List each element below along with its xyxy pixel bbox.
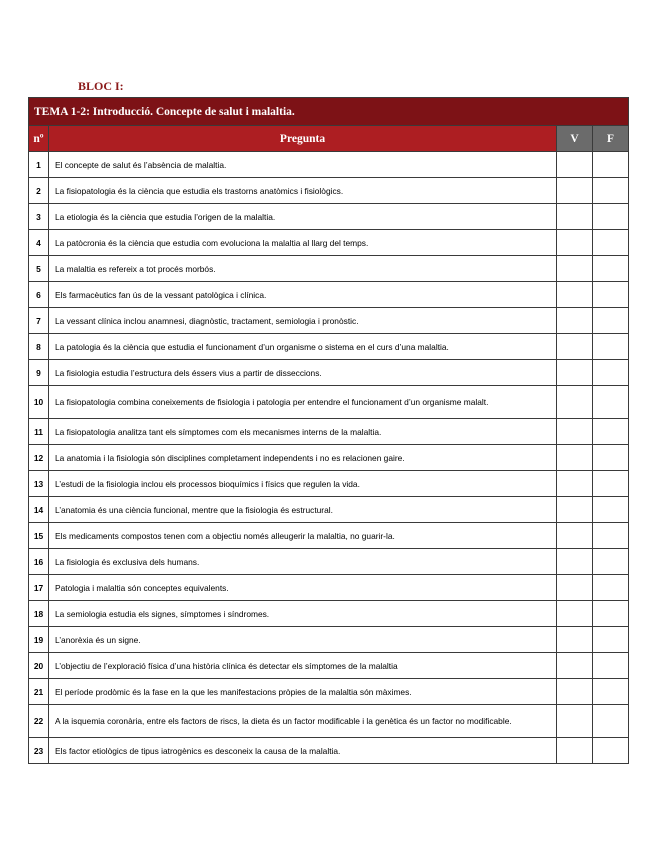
answer-cell-true[interactable]: [557, 386, 593, 419]
table-row: [29, 419, 629, 445]
table-row: [29, 601, 629, 627]
answer-cell-false[interactable]: [593, 308, 629, 334]
question-text: La patologia és la ciència que estudia el funcionament d’un organisme o sistema en el curs d’una malaltia.: [49, 334, 557, 360]
answer-cell-false[interactable]: [593, 419, 629, 445]
question-text: La semiologia estudia els signes, símptomes i síndromes.: [49, 601, 557, 627]
answer-cell-false[interactable]: [593, 360, 629, 386]
table-row: [29, 523, 629, 549]
question-text: La fisiologia estudia l’estructura dels éssers vius a partir de disseccions.: [49, 360, 557, 386]
answer-cell-false[interactable]: [593, 679, 629, 705]
table-row: [29, 152, 629, 178]
question-number: 4: [29, 230, 49, 256]
question-number: 9: [29, 360, 49, 386]
question-number: 6: [29, 282, 49, 308]
question-text: La fisiopatologia és la ciència que estudia els trastorns anatòmics i fisiològics.: [49, 178, 557, 204]
answer-cell-false[interactable]: [593, 523, 629, 549]
question-text: El concepte de salut és l’absència de malaltia.: [49, 152, 557, 178]
question-number: 22: [29, 705, 49, 738]
answer-cell-true[interactable]: [557, 204, 593, 230]
question-number: 11: [29, 419, 49, 445]
question-text: L’objectiu de l’exploració física d’una història clínica és detectar els símptomes de la malaltia: [49, 653, 557, 679]
question-text: La fisiopatologia analitza tant els símptomes com els mecanismes interns de la malaltia.: [49, 419, 557, 445]
questions-table: [28, 97, 629, 764]
answer-cell-false[interactable]: [593, 204, 629, 230]
question-number: 19: [29, 627, 49, 653]
question-number: 5: [29, 256, 49, 282]
question-number: 7: [29, 308, 49, 334]
answer-cell-false[interactable]: [593, 334, 629, 360]
answer-cell-false[interactable]: [593, 386, 629, 419]
question-number: 2: [29, 178, 49, 204]
question-number: 3: [29, 204, 49, 230]
answer-cell-false[interactable]: [593, 549, 629, 575]
table-row: [29, 178, 629, 204]
table-row: [29, 471, 629, 497]
answer-cell-true[interactable]: [557, 497, 593, 523]
answer-cell-true[interactable]: [557, 523, 593, 549]
question-rows: [29, 152, 629, 764]
question-text: L’anorèxia és un signe.: [49, 627, 557, 653]
table-row: [29, 679, 629, 705]
table-row: [29, 549, 629, 575]
question-text: El període prodòmic és la fase en la que les manifestacions pròpies de la malaltia són màximes.: [49, 679, 557, 705]
question-number: 18: [29, 601, 49, 627]
question-number: 17: [29, 575, 49, 601]
answer-cell-true[interactable]: [557, 575, 593, 601]
question-text: La patòcronia és la ciència que estudia com evoluciona la malaltia al llarg del temps.: [49, 230, 557, 256]
table-row: [29, 386, 629, 419]
question-text: La malaltia es refereix a tot procés morbós.: [49, 256, 557, 282]
answer-cell-false[interactable]: [593, 705, 629, 738]
answer-cell-true[interactable]: [557, 679, 593, 705]
question-number: 8: [29, 334, 49, 360]
answer-cell-true[interactable]: [557, 152, 593, 178]
table-row: [29, 738, 629, 764]
answer-cell-true[interactable]: [557, 178, 593, 204]
answer-cell-false[interactable]: [593, 471, 629, 497]
bloc-heading: BLOC I:: [78, 79, 124, 93]
question-number: 12: [29, 445, 49, 471]
answer-cell-true[interactable]: [557, 334, 593, 360]
question-text: A la isquemia coronària, entre els factors de riscs, la dieta és un factor modificable i la genètica és un factor no modificable.: [49, 705, 557, 738]
question-text: L’anatomia és una ciència funcional, mentre que la fisiologia és estructural.: [49, 497, 557, 523]
table-row: [29, 445, 629, 471]
answer-cell-true[interactable]: [557, 419, 593, 445]
answer-cell-false[interactable]: [593, 152, 629, 178]
answer-cell-true[interactable]: [557, 230, 593, 256]
answer-cell-true[interactable]: [557, 471, 593, 497]
tema-title: TEMA 1-2: Introducció. Concepte de salut i malaltia.: [29, 98, 629, 126]
table-row: [29, 308, 629, 334]
header-row: [29, 126, 629, 152]
table-row: [29, 653, 629, 679]
false-column-header: F: [593, 126, 629, 152]
question-column-header: Pregunta: [49, 126, 557, 152]
answer-cell-true[interactable]: [557, 445, 593, 471]
question-text: Patologia i malaltia són conceptes equivalents.: [49, 575, 557, 601]
question-number: 14: [29, 497, 49, 523]
question-text: La fisiopatologia combina coneixements de fisiologia i patologia per entendre el funcionament d’un organisme malalt.: [49, 386, 557, 419]
answer-cell-false[interactable]: [593, 738, 629, 764]
question-text: Els factor etiològics de tipus iatrogènics es desconeix la causa de la malaltia.: [49, 738, 557, 764]
question-number: 15: [29, 523, 49, 549]
question-number: 23: [29, 738, 49, 764]
answer-cell-true[interactable]: [557, 738, 593, 764]
answer-cell-true[interactable]: [557, 601, 593, 627]
answer-cell-true[interactable]: [557, 705, 593, 738]
answer-cell-false[interactable]: [593, 256, 629, 282]
question-text: La vessant clínica inclou anamnesi, diagnòstic, tractament, semiologia i pronòstic.: [49, 308, 557, 334]
table-row: [29, 256, 629, 282]
question-number: 21: [29, 679, 49, 705]
answer-cell-false[interactable]: [593, 230, 629, 256]
question-number: 1: [29, 152, 49, 178]
table-row: [29, 360, 629, 386]
table-row: [29, 575, 629, 601]
answer-cell-false[interactable]: [593, 178, 629, 204]
answer-cell-false[interactable]: [593, 497, 629, 523]
answer-cell-false[interactable]: [593, 282, 629, 308]
answer-cell-false[interactable]: [593, 601, 629, 627]
answer-cell-false[interactable]: [593, 575, 629, 601]
answer-cell-true[interactable]: [557, 653, 593, 679]
table-row: [29, 282, 629, 308]
answer-cell-true[interactable]: [557, 308, 593, 334]
answer-cell-false[interactable]: [593, 627, 629, 653]
answer-cell-true[interactable]: [557, 360, 593, 386]
answer-cell-true[interactable]: [557, 282, 593, 308]
question-text: Els medicaments compostos tenen com a objectiu només alleugerir la malaltia, no guarir-la.: [49, 523, 557, 549]
answer-cell-true[interactable]: [557, 627, 593, 653]
question-text: L’estudi de la fisiologia inclou els processos bioquímics i físics que regulen la vida.: [49, 471, 557, 497]
answer-cell-false[interactable]: [593, 653, 629, 679]
question-text: La anatomia i la fisiologia són disciplines completament independents i no es relacionen gaire.: [49, 445, 557, 471]
table-row: [29, 204, 629, 230]
question-number: 16: [29, 549, 49, 575]
table-row: [29, 497, 629, 523]
question-text: La etiologia és la ciència que estudia l’origen de la malaltia.: [49, 204, 557, 230]
question-text: Els farmacèutics fan ús de la vessant patològica i clínica.: [49, 282, 557, 308]
table-row: [29, 334, 629, 360]
question-text: La fisiologia és exclusiva dels humans.: [49, 549, 557, 575]
number-column-header: nº: [29, 126, 49, 152]
answer-cell-false[interactable]: [593, 445, 629, 471]
answer-cell-true[interactable]: [557, 549, 593, 575]
table-row: [29, 230, 629, 256]
question-number: 13: [29, 471, 49, 497]
answer-cell-true[interactable]: [557, 256, 593, 282]
question-number: 20: [29, 653, 49, 679]
question-number: 10: [29, 386, 49, 419]
tema-row: [29, 98, 629, 126]
true-column-header: V: [557, 126, 593, 152]
table-row: [29, 705, 629, 738]
table-row: [29, 627, 629, 653]
